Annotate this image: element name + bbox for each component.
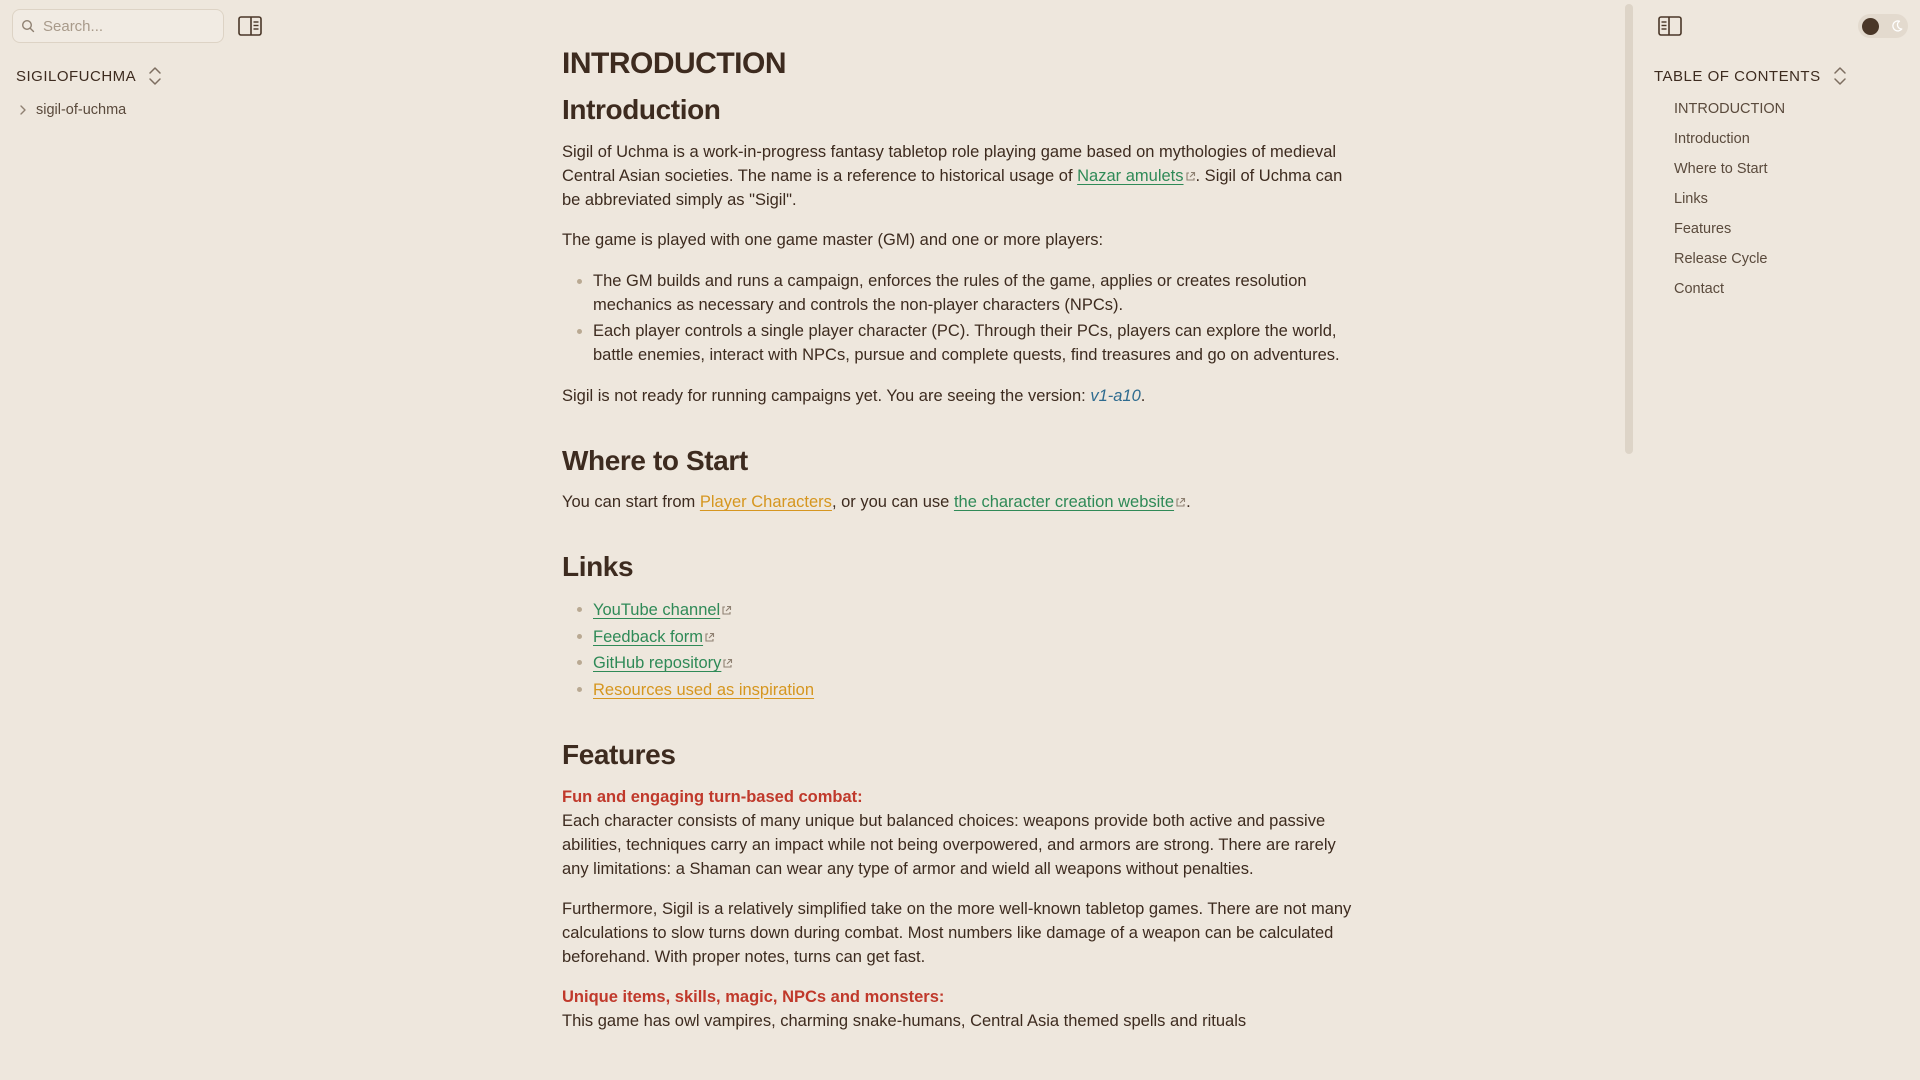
toc-title: TABLE OF CONTENTS	[1654, 67, 1821, 85]
heading-features: Features	[562, 739, 676, 770]
features-paragraph-1: Each character consists of many unique but balanced choices: weapons provide both active and passive abilities, techniques carry an impact while not being overpowered, and armors are strong. There are rarely any limitations: a Shaman can wear any type of armor and wield all weapons without penalties.	[562, 812, 1336, 878]
toc-item-contact[interactable]: Contact	[1674, 281, 1724, 297]
heading-where-to-start: Where to Start	[562, 445, 748, 476]
toc-item-introduction-upper[interactable]: INTRODUCTION	[1674, 101, 1786, 117]
intro-paragraph-1: Sigil of Uchma is a work-in-progress fantasy tabletop role playing game based on mythologies of medieval Central Asian societies. The name is a reference to historical usage of Nazar amulets . Sigil of Uchma can be abbreviated simply as "Sigil".	[562, 143, 1343, 209]
heading-introduction: Introduction	[562, 94, 721, 125]
external-link-icon	[1185, 171, 1196, 182]
toc-item-features[interactable]: Features	[1674, 221, 1732, 237]
link-github-repository[interactable]: GitHub repository	[593, 654, 722, 672]
links-list	[562, 597, 1362, 703]
external-link-icon	[704, 632, 715, 643]
list-item: Each player controls a single player character (PC). Through their PCs, players can explore the world, battle enemies, interact with NPCs, pursue and complete quests, find treasures and go on adventures.	[593, 319, 1362, 367]
content-scrollbar[interactable]	[1625, 4, 1633, 454]
search-icon	[21, 19, 35, 33]
features-paragraph-3: This game has owl vampires, charming snake-humans, Central Asia themed spells and rituals	[562, 1012, 1247, 1030]
toc-item-introduction[interactable]: Introduction	[1674, 131, 1750, 147]
tree-item-sigil-of-uchma[interactable]	[18, 98, 126, 122]
toc-list	[1674, 97, 1785, 307]
version-label: v1-a10	[1090, 387, 1141, 405]
toc-header[interactable]	[1654, 63, 1847, 89]
link-youtube-channel[interactable]: YouTube channel	[593, 601, 721, 619]
sidebar-panel-icon	[238, 16, 262, 36]
page-title: INTRODUCTION	[562, 47, 786, 80]
list-item	[593, 677, 1362, 704]
intro-paragraph-2: The game is played with one game master (GM) and one or more players:	[562, 231, 1104, 249]
left-sidebar	[0, 0, 300, 1080]
list-item	[593, 597, 1362, 624]
toc-item-release-cycle[interactable]: Release Cycle	[1674, 251, 1768, 267]
search-box[interactable]	[12, 9, 224, 43]
feature-label-unique: Unique items, skills, magic, NPCs and monsters:	[562, 988, 945, 1006]
intro-paragraph-3: Sigil is not ready for running campaigns yet. You are seeing the version: v1-a10.	[562, 387, 1146, 405]
external-link-icon	[721, 605, 732, 616]
main-content	[562, 44, 1362, 1033]
list-item: The GM builds and runs a campaign, enforces the rules of the game, applies or creates resolution mechanics as necessary and controls the non-player characters (NPCs).	[593, 269, 1362, 317]
intro-bullet-list	[562, 269, 1362, 367]
features-paragraph-2: Furthermore, Sigil is a relatively simplified take on the more well-known tabletop games. There are not many calculations to slow turns down during combat. Most numbers like damage of a weapon can be calculated beforehand. With proper notes, turns can get fast.	[562, 900, 1352, 966]
vault-name: SIGILOFUCHMA	[16, 67, 137, 85]
feature-label-combat: Fun and engaging turn-based combat:	[562, 788, 863, 806]
theme-toggle[interactable]	[1858, 14, 1908, 38]
theme-toggle-knob	[1862, 18, 1879, 35]
external-link-icon	[722, 658, 733, 669]
toggle-right-sidebar-button[interactable]	[1656, 14, 1684, 38]
right-sidebar	[1634, 0, 1920, 1080]
moon-icon	[1890, 19, 1904, 33]
chevron-up-down-icon	[1833, 66, 1847, 86]
link-character-creation-website[interactable]: the character creation website	[953, 493, 1175, 511]
search-input[interactable]	[43, 18, 213, 35]
where-to-start-paragraph: You can start from Player Characters, or you can use the character creation website .	[562, 493, 1191, 511]
link-nazar-amulets[interactable]: Nazar amulets	[1077, 167, 1184, 185]
chevron-up-down-icon	[148, 66, 162, 86]
toggle-left-sidebar-button[interactable]	[236, 14, 264, 38]
vault-selector[interactable]	[16, 63, 162, 89]
link-resources-inspiration[interactable]: Resources used as inspiration	[593, 680, 815, 699]
link-player-characters[interactable]: Player Characters	[699, 493, 832, 511]
sidebar-panel-icon	[1658, 16, 1682, 36]
tree-item-label: sigil-of-uchma	[36, 102, 127, 118]
link-feedback-form[interactable]: Feedback form	[593, 627, 704, 646]
external-link-icon	[1175, 497, 1186, 508]
heading-links: Links	[562, 551, 634, 582]
chevron-right-icon	[18, 104, 28, 116]
list-item	[593, 624, 1362, 651]
list-item	[593, 650, 1362, 677]
toc-item-links[interactable]: Links	[1674, 191, 1708, 207]
toc-item-where-to-start[interactable]: Where to Start	[1674, 161, 1768, 177]
